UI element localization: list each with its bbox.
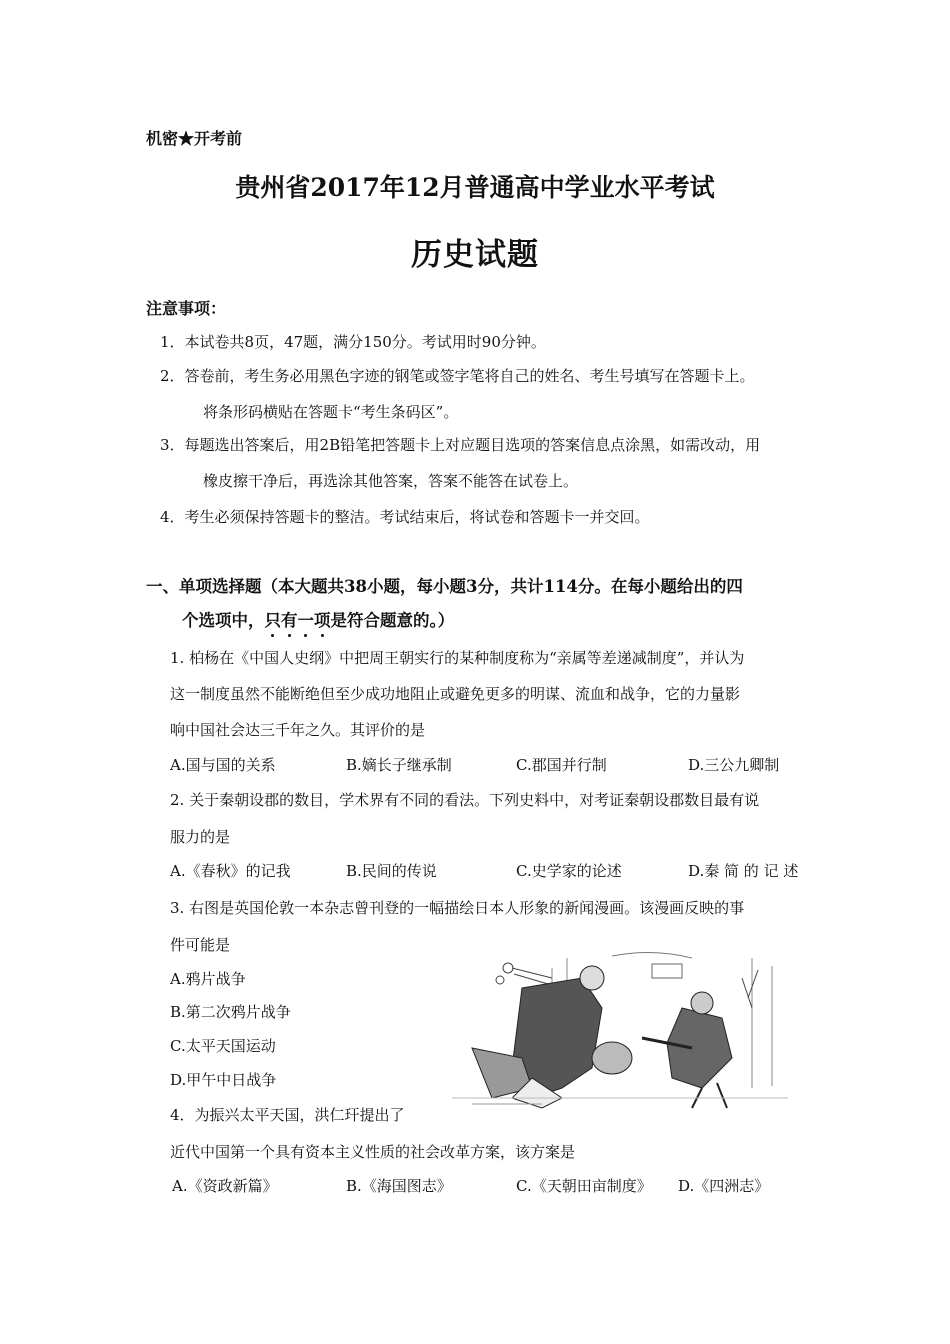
question-2-option-c: C.史学家的论述 bbox=[516, 862, 622, 880]
question-3-text: 3. 右图是英国伦敦一本杂志曾刊登的一幅描绘日本人形象的新闻漫画。该漫画反映的事 bbox=[170, 899, 745, 917]
notice-item: 4．考生必须保持答题卡的整洁。考试结束后，将试卷和答题卡一并交回。 bbox=[160, 508, 650, 526]
notice-item: 橡皮擦干净后，再选涂其他答案，答案不能答在试卷上。 bbox=[203, 472, 579, 490]
question-2-text: 服力的是 bbox=[170, 828, 231, 846]
question-1-option-d: D.三公九卿制 bbox=[688, 756, 780, 774]
emphasis-dot-char: 项 bbox=[314, 611, 331, 630]
question-2-option-a: A.《春秋》的记我 bbox=[170, 862, 291, 880]
question-4-option-b: B.《海国图志》 bbox=[346, 1177, 452, 1195]
question-4-text: 4．为振兴太平天国，洪仁玕提出了 bbox=[170, 1106, 405, 1124]
news-cartoon-illustration bbox=[452, 948, 788, 1114]
notice-item: 3．每题选出答案后，用2B铅笔把答题卡上对应题目选项的答案信息点涂黑，如需改动，用 bbox=[160, 436, 761, 454]
question-4-option-a: A.《资政新篇》 bbox=[172, 1177, 278, 1195]
question-4-option-c: C.《天朝田亩制度》 bbox=[516, 1177, 652, 1195]
question-1-text: 1. 柏杨在《中国人史纲》中把周王朝实行的某种制度称为“亲属等差递减制度”，并认为 bbox=[170, 649, 745, 667]
question-2-option-b: B.民间的传说 bbox=[346, 862, 437, 880]
notice-item: 2．答卷前，考生务必用黑色字迹的钢笔或签字笔将自己的姓名、考生号填写在答题卡上。 bbox=[160, 367, 755, 385]
section-heading: 一、单项选择题（本大题共38小题，每小题3分，共计114分。在每小题给出的四 bbox=[146, 577, 743, 596]
question-3-option-d: D.甲午中日战争 bbox=[170, 1071, 277, 1089]
question-1-option-c: C.郡国并行制 bbox=[516, 756, 607, 774]
emphasis-dot-char: 一 bbox=[297, 611, 314, 630]
question-1-option-a: A.国与国的关系 bbox=[170, 756, 276, 774]
exam-title: 贵州省2017年12月普通高中学业水平考试 bbox=[235, 173, 715, 202]
emphasis-dot-char: 有 bbox=[281, 611, 298, 630]
question-2-option-d: D.秦 简 的 记 述 bbox=[688, 862, 799, 880]
question-3-option-a: A.鸦片战争 bbox=[170, 970, 246, 988]
secret-label: 机密★开考前 bbox=[146, 129, 243, 148]
question-1-text: 响中国社会达三千年之久。其评价的是 bbox=[170, 721, 426, 739]
question-4-option-d: D.《四洲志》 bbox=[678, 1177, 770, 1195]
emphasis-dot-char: 只 bbox=[264, 611, 281, 630]
notice-heading: 注意事项： bbox=[146, 299, 227, 318]
question-2-text: 2. 关于秦朝设郡的数目，学术界有不同的看法。下列史料中，对考证秦朝设郡数目最有说 bbox=[170, 791, 760, 809]
question-3-option-b: B.第二次鸦片战争 bbox=[170, 1003, 291, 1021]
question-3-option-c: C.太平天国运动 bbox=[170, 1037, 276, 1055]
section-text: 是符合题意的。） bbox=[330, 611, 455, 630]
subject-title: 历史试题 bbox=[411, 237, 539, 273]
question-1-option-b: B.嫡长子继承制 bbox=[346, 756, 452, 774]
section-text: 个选项中， bbox=[182, 611, 265, 630]
notice-item: 1．本试卷共8页，47题，满分150分。考试用时90分钟。 bbox=[160, 333, 546, 351]
question-3-text: 件可能是 bbox=[170, 936, 231, 954]
notice-item: 将条形码横贴在答题卡“考生条码区”。 bbox=[203, 403, 459, 421]
section-heading-continued bbox=[182, 607, 454, 631]
question-1-text: 这一制度虽然不能断绝但至少成功地阻止或避免更多的明谋、流血和战争，它的力量影 bbox=[170, 685, 741, 703]
question-4-text: 近代中国第一个具有资本主义性质的社会改革方案，该方案是 bbox=[170, 1143, 576, 1161]
